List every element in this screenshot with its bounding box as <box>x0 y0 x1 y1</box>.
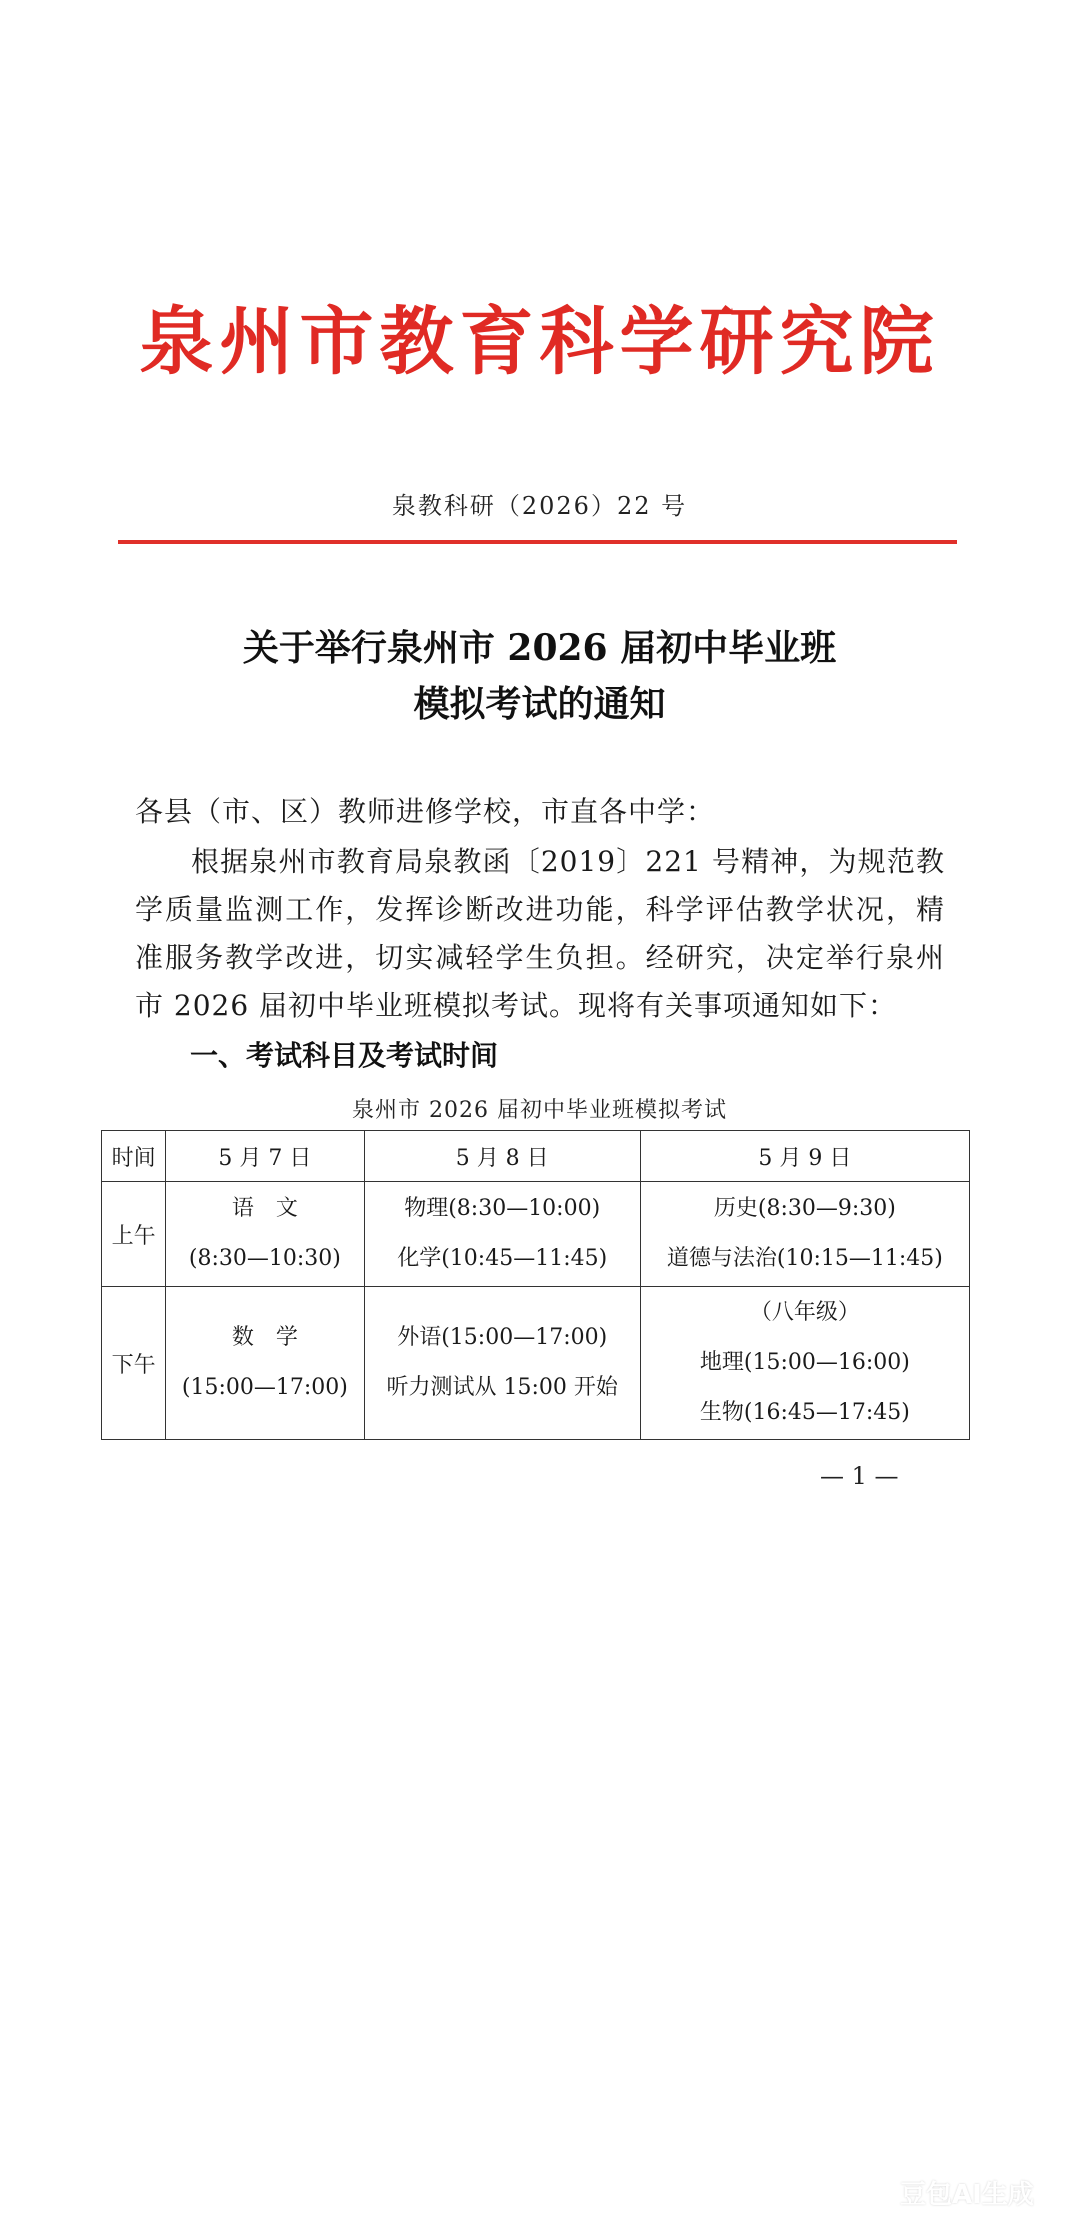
cell-line: 历史(8:30—9:30) <box>713 1196 896 1221</box>
cell-line: 化学(10:45—11:45) <box>397 1246 608 1271</box>
cell-line: 生物(16:45—17:45) <box>699 1400 910 1425</box>
table-row-afternoon <box>102 1287 970 1440</box>
period-cell: 上午 <box>102 1182 166 1287</box>
header-cell: 时间 <box>102 1131 166 1182</box>
cell-line: (8:30—10:30) <box>188 1246 341 1271</box>
notice-title-line2: 模拟考试的通知 <box>413 683 666 725</box>
table-caption: 泉州市 2026 届初中毕业班模拟考试 <box>352 1098 727 1123</box>
cell-line: 语 文 <box>231 1196 298 1221</box>
table-header-row <box>102 1131 970 1182</box>
cell-line: （八年级） <box>749 1300 860 1325</box>
institution-header: 泉州市教育科学研究院 <box>139 299 940 385</box>
period-cell: 下午 <box>102 1287 166 1440</box>
table-cell <box>640 1182 969 1287</box>
table-row-morning <box>102 1182 970 1287</box>
cell-line: 地理(15:00—16:00) <box>699 1350 910 1375</box>
header-cell: 5 月 9 日 <box>640 1131 969 1182</box>
table-cell <box>364 1287 640 1440</box>
cell-line: 外语(15:00—17:00) <box>397 1325 608 1350</box>
table-cell <box>166 1287 364 1440</box>
page-number: — 1 — <box>820 1462 899 1490</box>
cell-line: 听力测试从 15:00 开始 <box>386 1375 618 1400</box>
table-cell <box>364 1182 640 1287</box>
table-cell <box>166 1182 364 1287</box>
table-cell <box>640 1287 969 1440</box>
header-cell: 5 月 8 日 <box>364 1131 640 1182</box>
cell-line: 数 学 <box>231 1325 298 1350</box>
cell-line: 道德与法治(10:15—11:45) <box>666 1246 943 1271</box>
addressee: 各县（市、区）教师进修学校，市直各中学： <box>135 795 716 828</box>
header-cell: 5 月 7 日 <box>166 1131 364 1182</box>
section-heading: 一、考试科目及考试时间 <box>190 1039 499 1072</box>
document-number: 泉教科研（2026）22 号 <box>391 492 688 520</box>
exam-schedule-table <box>101 1130 970 1440</box>
cell-line: 物理(8:30—10:00) <box>404 1196 601 1221</box>
ai-watermark: 豆包AI生成 <box>900 2180 1034 2210</box>
cell-line: (15:00—17:00) <box>181 1375 348 1400</box>
notice-title-line1: 关于举行泉州市 2026 届初中毕业班 <box>242 627 837 669</box>
notice-title <box>0 620 1079 732</box>
body-paragraph: 根据泉州市教育局泉教函〔2019〕221 号精神，为规范教学质量监测工作，发挥诊断改进功能，科学评估教学状况，精准服务教学改进，切实减轻学生负担。经研究，决定举行泉州市 2026 届初中毕业班模拟考试。现将有关事项通知如下： <box>135 845 945 1022</box>
red-divider <box>118 540 957 544</box>
